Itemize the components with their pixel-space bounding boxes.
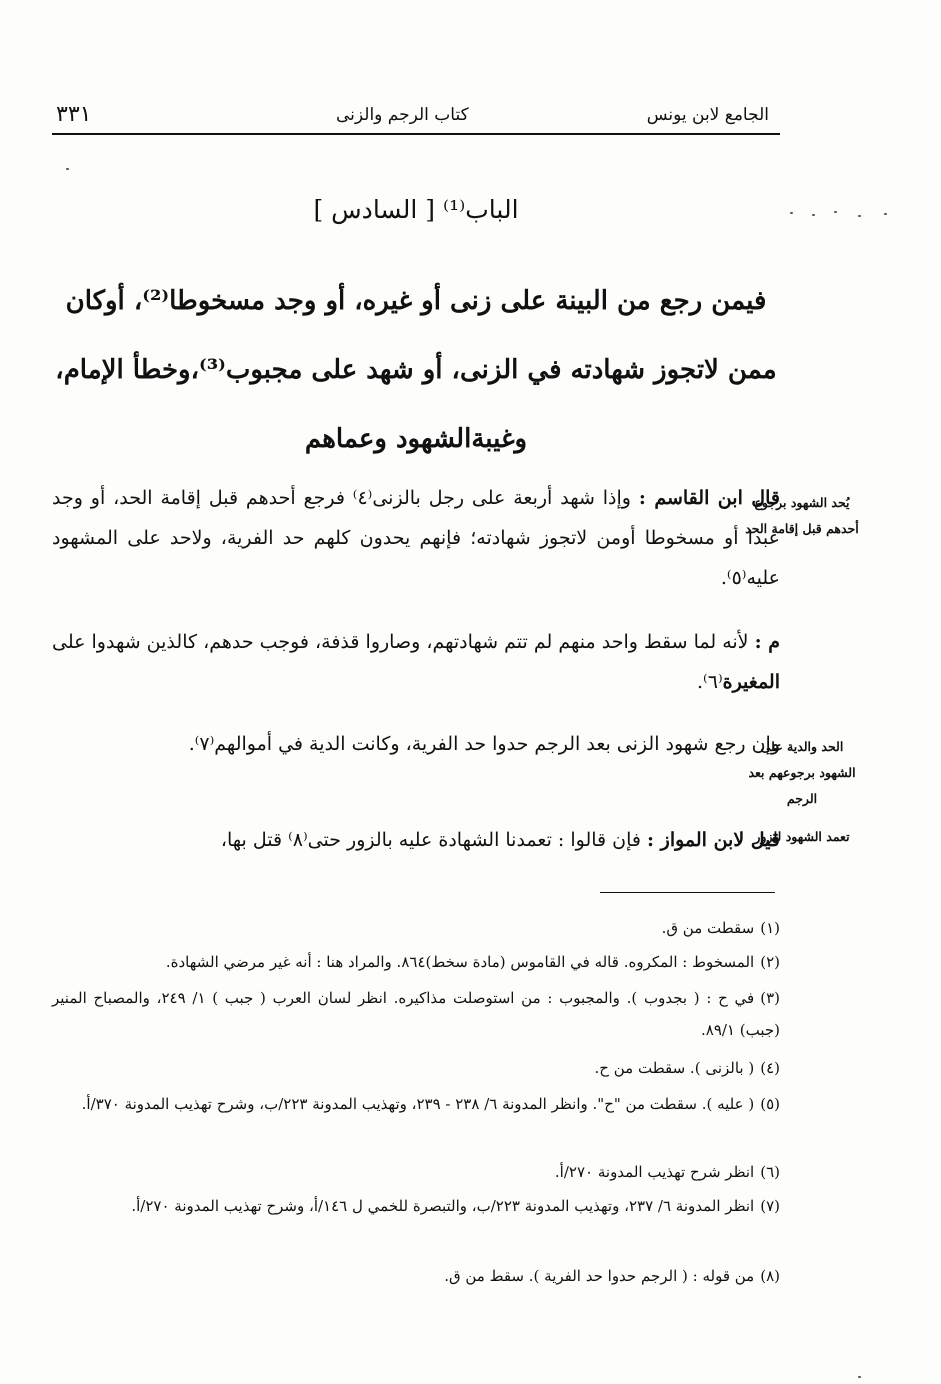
footnote-text: ( بالزنى ). سقطت من ح.	[594, 1059, 755, 1077]
footnote-5	[52, 1088, 780, 1120]
scan-speck	[884, 213, 887, 215]
running-chapter-title: كتاب الرجم والزنى	[336, 105, 469, 125]
speaker-ibn-al-qasim: قال ابن القاسم :	[638, 487, 780, 509]
footnote-2	[52, 946, 780, 978]
footnote-separator	[600, 892, 775, 893]
footnote-text: انظر المدونة ٦/ ٢٣٧، وتهذيب المدونة ٢٢٣/ب، والتبصرة للخمي ل ١٤٦/أ، وشرح تهذيب المدونة ٢٧٠/أ.	[131, 1197, 755, 1215]
footnote-8	[52, 1260, 780, 1292]
margin-note-1: يُحد الشهود برجوع أحدهم قبل إقامة الحد	[745, 495, 859, 536]
scan-speck	[812, 214, 815, 216]
footnote-number: (٦)	[760, 1163, 780, 1181]
footnote-1	[52, 912, 780, 944]
paragraph-1	[52, 478, 780, 598]
speaker-mim: م :	[754, 631, 780, 653]
scan-speck	[790, 212, 793, 214]
paragraph-3-text: وإن رجع شهود الزنى بعد الرجم حدوا حد الفرية، وكانت الدية في أموالهم⁽٧⁾.	[188, 733, 780, 755]
scan-speck	[858, 1376, 861, 1378]
chapter-subtitle-line-3: وغيبةالشهود وعماهم	[304, 424, 528, 454]
footnote-text: ( عليه ). سقطت من "ح". وانظر المدونة ٦/ ٢٣٨ - ٢٣٩، وتهذيب المدونة ٢٢٣/ب، وشرح تهذيب المدونة ٣٧٠/أ.	[81, 1095, 755, 1113]
header-rule	[52, 133, 780, 135]
footnote-number: (٣)	[760, 989, 780, 1007]
footnote-number: (٥)	[760, 1095, 780, 1113]
footnote-6	[52, 1156, 780, 1188]
paragraph-2-text: لأنه لما سقط واحد منهم لم تتم شهادتهم، وصاروا قذفة، فوجب حدهم، كالذين شهدوا على	[52, 631, 755, 653]
running-book-title: الجامع لابن يونس	[646, 105, 769, 125]
margin-note-2: الحد والدية على الشهود برجوعهم بعد الرجم	[748, 739, 856, 806]
scan-speck	[66, 168, 69, 170]
footnote-3	[52, 982, 780, 1046]
footnote-text: في ح : ( بجدوب ). والمجبوب : من استوصلت مذاكيره. انظر لسان العرب ( جبب ) ١/ ٢٤٩، والمصباح المنير (جبب) ٨٩/١.	[52, 989, 780, 1039]
page-number: ٣٣١	[56, 102, 92, 127]
margin-note-3: تعمد الشهود للزور	[754, 829, 850, 844]
footnote-text: سقطت من ق.	[661, 919, 755, 937]
paragraph-2-ref: ⁽٦⁾.	[697, 671, 723, 693]
chapter-heading: الباب⁽¹⁾ [ السادس ]	[313, 195, 519, 224]
footnote-number: (٧)	[760, 1197, 780, 1215]
paragraph-1-text: وإذا شهد أربعة على رجل بالزنى⁽٤⁾ فرجع أحدهم قبل إقامة الحد، أو وجد عبدا أو مسخوطا أومن لاتجوز شهادته؛ فإنهم يحدون كلهم حد الفرية، ولاحد على المشهود عليه⁽٥⁾.	[52, 487, 780, 589]
scan-speck	[858, 215, 861, 217]
name-al-mughira: المغيرة	[722, 671, 780, 693]
chapter-subtitle-line-2: ممن لاتجوز شهادته في الزنى، أو شهد على مجبوب⁽³⁾،وخطأ الإمام،	[55, 355, 777, 385]
footnote-number: (٢)	[760, 953, 780, 971]
footnote-number: (١)	[760, 919, 780, 937]
footnote-text: انظر شرح تهذيب المدونة ٢٧٠/أ.	[554, 1163, 755, 1181]
paragraph-2	[52, 622, 780, 702]
speaker-ibn-al-mawwaz: قيل لابن المواز :	[647, 829, 780, 851]
scan-speck	[834, 211, 837, 213]
footnote-text: من قوله : ( الرجم حدوا حد الفرية ). سقط من ق.	[444, 1267, 755, 1285]
footnote-number: (٨)	[760, 1267, 780, 1285]
paragraph-3	[52, 724, 780, 764]
footnote-4	[52, 1052, 780, 1084]
paragraph-4-text: فإن قالوا : تعمدنا الشهادة عليه بالزور حتى⁽٨⁾ قتل بها،	[220, 829, 648, 851]
paragraph-4	[52, 820, 780, 860]
footnote-text: المسخوط : المكروه. قاله في القاموس (مادة سخط)٨٦٤. والمراد هنا : أنه غير مرضي الشهادة.	[165, 953, 755, 971]
footnote-number: (٤)	[760, 1059, 780, 1077]
footnote-7	[52, 1190, 780, 1222]
chapter-subtitle-line-1: فيمن رجع من البينة على زنى أو غيره، أو وجد مسخوطا⁽²⁾، أوكان	[65, 286, 767, 316]
